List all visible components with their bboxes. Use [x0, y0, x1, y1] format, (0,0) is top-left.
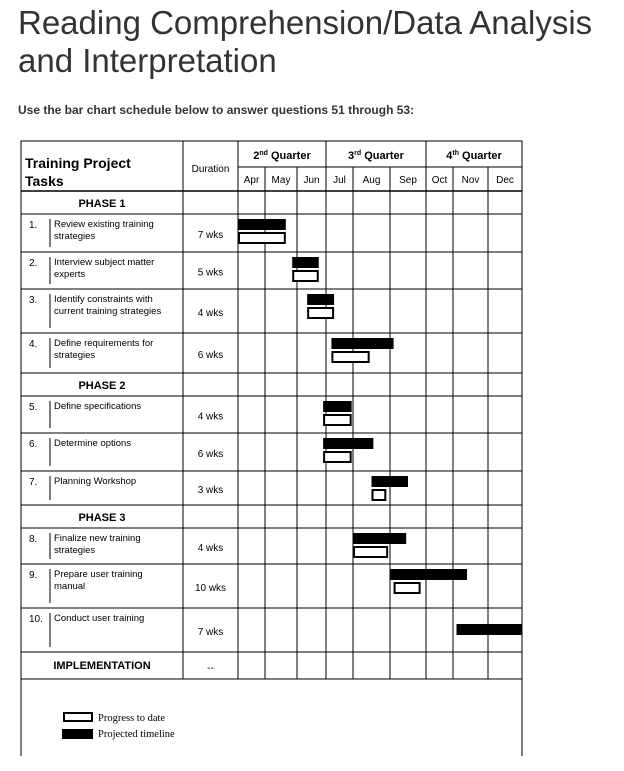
legend-progress-label: Progress to date [98, 713, 166, 724]
task-name-line: current training strategies [54, 306, 162, 317]
tasks-header-line2: Tasks [25, 173, 64, 189]
task-name-line: experts [54, 269, 86, 280]
duration-value: 6 wks [197, 350, 224, 361]
task-number: 1. [29, 220, 38, 231]
progress-bar [308, 308, 333, 318]
phase-label: PHASE 2 [78, 380, 126, 392]
task-number: 6. [29, 439, 38, 450]
task-name-line: Review existing training [54, 219, 154, 230]
progress-bar [239, 233, 285, 243]
task-name-line: strategies [54, 231, 96, 242]
duration-value: 7 wks [197, 230, 224, 241]
task-number: 10. [29, 614, 43, 625]
month-label: Aug [362, 175, 381, 186]
duration-value: 5 wks [197, 267, 224, 279]
legend-projected-label: Projected timeline [98, 729, 175, 740]
quarter-label: 4th Quarter [446, 150, 502, 162]
duration-value: 6 wks [197, 449, 224, 460]
progress-bar [324, 415, 351, 425]
projected-bar [372, 476, 409, 487]
task-number: 9. [29, 570, 38, 581]
projected-bar [323, 401, 352, 412]
task-name-line: Conduct user training [54, 613, 145, 624]
projected-bar [307, 294, 334, 305]
phase-label: PHASE 3 [78, 512, 126, 524]
duration-value: 10 wks [194, 583, 227, 594]
duration-value: 4 wks [197, 543, 224, 554]
progress-bar [324, 452, 351, 462]
task-name-line: Define requirements for [54, 338, 154, 349]
projected-bar [331, 338, 393, 349]
duration-value: 4 wks [197, 308, 224, 319]
phase-label: PHASE 1 [78, 198, 126, 210]
task-number: 2. [29, 258, 38, 269]
task-name-line: Finalize new training [54, 533, 141, 544]
page-title: Reading Comprehension/Data Analysis and Interpretation [18, 4, 593, 79]
instruction-text: Use the bar chart schedule below to answer questions 51 through 53: [18, 103, 415, 117]
legend-projected-swatch [62, 729, 93, 739]
duration-header: Duration [191, 164, 230, 175]
progress-bar [395, 583, 420, 593]
progress-bar [332, 352, 368, 362]
task-name-line: Define specifications [54, 401, 142, 412]
month-label: Dec [496, 175, 514, 186]
projected-bar [238, 219, 286, 230]
task-name-line: strategies [54, 350, 96, 361]
projected-bar [323, 438, 373, 449]
task-name-line: Prepare user training [54, 569, 143, 580]
task-number: 3. [29, 295, 38, 306]
month-label: Jul [333, 175, 346, 186]
progress-bar [354, 547, 387, 557]
duration-value: 7 wks [197, 627, 224, 638]
tasks-header-line1: Training Project [25, 155, 131, 171]
task-number: 7. [29, 477, 38, 488]
projected-bar [353, 533, 406, 544]
duration-value: 4 wks [197, 411, 224, 423]
task-name-line: Interview subject matter [54, 257, 155, 268]
task-name-line: Planning Workshop [54, 476, 137, 487]
month-label: Oct [431, 175, 448, 186]
month-label: Jun [303, 175, 320, 186]
projected-bar [292, 257, 319, 268]
task-name-line: strategies [54, 545, 96, 556]
task-name-line: Identify constraints with [54, 294, 153, 305]
task-number: 8. [29, 534, 38, 545]
month-label: Apr [243, 175, 260, 186]
legend-progress-swatch [64, 713, 92, 721]
month-label: May [271, 175, 291, 186]
duration-value: 3 wks [197, 485, 224, 496]
task-name-line: Determine options [54, 438, 132, 449]
month-label: Sep [399, 175, 417, 186]
implementation-label: IMPLEMENTATION [53, 660, 151, 672]
month-label: Nov [461, 175, 480, 186]
task-number: 4. [29, 339, 38, 350]
projected-bar [457, 624, 523, 635]
quarter-label: 3rd Quarter [348, 150, 404, 162]
task-name-line: manual [54, 581, 86, 592]
task-number: 5. [29, 402, 38, 413]
duration-value: -- [207, 663, 214, 674]
projected-bar [390, 569, 467, 580]
quarter-label: 2nd Quarter [253, 150, 311, 162]
progress-bar [293, 271, 318, 281]
progress-bar [373, 490, 386, 500]
